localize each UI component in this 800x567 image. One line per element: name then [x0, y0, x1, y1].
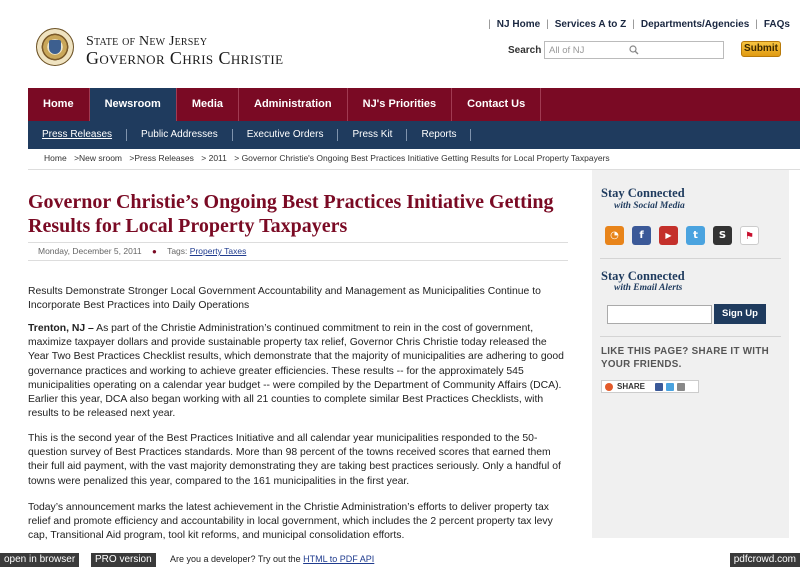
- subnav-reports[interactable]: Reports: [407, 129, 471, 141]
- nj-home-link[interactable]: NJ Home: [496, 19, 541, 30]
- facebook-share-icon[interactable]: [655, 383, 663, 391]
- divider: [600, 258, 781, 259]
- nav-newsroom[interactable]: Newsroom: [90, 88, 177, 121]
- share-label: SHARE: [617, 382, 646, 391]
- separator: |: [546, 19, 549, 30]
- social-icons: [605, 226, 767, 245]
- site-header: [0, 0, 800, 88]
- email-subheading: with Email Alerts: [614, 283, 683, 293]
- breadcrumb: [44, 153, 615, 163]
- article-date: Monday, December 5, 2011: [38, 246, 142, 256]
- flag-icon[interactable]: ⚑: [740, 226, 759, 245]
- pdfcrowd-brand[interactable]: pdfcrowd.com: [730, 553, 800, 567]
- faqs-link[interactable]: FAQs: [763, 19, 790, 30]
- open-in-browser-button[interactable]: open in browser: [0, 553, 79, 567]
- search-icon: [629, 45, 639, 55]
- breadcrumb-home[interactable]: Home: [44, 153, 67, 163]
- breadcrumb-current: > Governor Christie's Ongoing Best Practices Initiative Getting Results for Local Property Taxpayers: [234, 153, 610, 163]
- paragraph-1-body: As part of the Christie Administration’s continued commitment to rein in the cost of government, maximize taxpayer dollars and provide sustainable property tax relief, Governor Chris Christie today released the Year Two Best Practices Checklist results, which demonstrate that the majority of municipalities are adhering to good governance practices and working to achieve greater efficiencies. These results -- for the approximately 545 municipalities operating on a calendar year budget -- were compiled by the Department of Community Affairs (DCA). Earlier this year, DCA also began working with all 21 counties to complete similar Best Practices Checklists, with results to be released next year.: [28, 323, 564, 420]
- bullet-icon: ●: [152, 247, 157, 256]
- separator: |: [632, 19, 635, 30]
- seal-shield-icon: [49, 40, 61, 54]
- twitter-icon[interactable]: t: [686, 226, 705, 245]
- tag-property-taxes-link[interactable]: Property Taxes: [189, 246, 247, 256]
- rss-icon[interactable]: ◔: [605, 226, 624, 245]
- sub-navigation: [28, 121, 800, 149]
- article-subheading: Results Demonstrate Stronger Local Government Accountability and Management as Municipalities Continue to Incorporate Best Practices into Daily Operations: [28, 286, 541, 311]
- breadcrumb-year[interactable]: > 2011: [201, 153, 227, 163]
- separator: |: [488, 19, 491, 30]
- social-heading: Stay Connected: [601, 186, 685, 200]
- nav-media[interactable]: Media: [177, 88, 239, 121]
- subnav-public-addresses[interactable]: Public Addresses: [127, 129, 233, 141]
- pro-version-button[interactable]: PRO version: [91, 553, 156, 567]
- subnav-press-kit[interactable]: Press Kit: [338, 129, 407, 141]
- subnav-press-releases[interactable]: Press Releases: [28, 129, 127, 141]
- article-meta: [28, 242, 568, 261]
- governor-title[interactable]: Governor Chris Christie: [86, 48, 284, 68]
- developer-text: Are you a developer? Try out the: [170, 554, 301, 564]
- state-seal-logo[interactable]: [36, 28, 74, 66]
- departments-link[interactable]: Departments/Agencies: [640, 19, 750, 30]
- email-field[interactable]: [607, 305, 712, 324]
- email-heading: Stay Connected: [601, 269, 685, 283]
- main-navigation: [28, 88, 800, 121]
- article-paragraph-2: This is the second year of the Best Practices Initiative and all calendar year municipalities responded to the 50-question survey of Best Practices standards. More than 98 percent of the towns received scores that earned them their full aid payment, with the vast majority demonstrating they are taking best practices seriously. Only a handful of towns were penalized this year, compared to the 161 municipalities in the first year.: [28, 433, 561, 487]
- twitter-share-icon[interactable]: [666, 383, 674, 391]
- email-share-icon[interactable]: [677, 383, 685, 391]
- facebook-icon[interactable]: f: [632, 226, 651, 245]
- services-link[interactable]: Services A to Z: [554, 19, 627, 30]
- search-label: Search: [508, 45, 542, 56]
- breadcrumb-press-releases[interactable]: >Press Releases: [129, 153, 194, 163]
- sign-up-button[interactable]: Sign Up: [714, 304, 766, 324]
- tags-label: Tags:: [167, 246, 188, 256]
- social-subheading: with Social Media: [614, 201, 685, 211]
- separator: |: [755, 19, 758, 30]
- article-paragraph-1: [28, 322, 568, 421]
- nav-contact-us[interactable]: Contact Us: [452, 88, 541, 121]
- share-prompt: LIKE THIS PAGE? SHARE IT WITH YOUR FRIENDS.: [601, 346, 769, 370]
- dateline: Trenton, NJ –: [28, 323, 94, 334]
- youtube-icon[interactable]: ▶: [659, 226, 678, 245]
- sidebar: [592, 170, 789, 538]
- html-to-pdf-api-link[interactable]: HTML to PDF API: [303, 554, 375, 564]
- nav-nj-priorities[interactable]: NJ's Priorities: [348, 88, 453, 121]
- article-paragraph-3: Today’s announcement marks the latest achievement in the Christie Administration’s efforts to deliver property tax relief and promote efficiency and accountability in local government, which includes the 2 percent property tax levy cap, Transitional Aid program, tool kit reforms, and municipal consolidation efforts.: [28, 502, 553, 542]
- state-title[interactable]: State of New Jersey: [86, 34, 208, 49]
- breadcrumb-newsroom[interactable]: >New sroom: [74, 153, 123, 163]
- nav-administration[interactable]: Administration: [239, 88, 348, 121]
- page-title: Governor Christie’s Ongoing Best Practices Initiative Getting Results for Local Property Taxpayers: [28, 191, 554, 237]
- share-icon: [605, 383, 613, 391]
- utility-links: [488, 19, 790, 30]
- pdf-footer: [0, 553, 800, 567]
- scribd-icon[interactable]: S: [713, 226, 732, 245]
- nav-home[interactable]: Home: [28, 88, 90, 121]
- divider: [600, 336, 781, 337]
- search-submit-button[interactable]: Submit: [741, 41, 781, 57]
- developer-promo: [170, 554, 374, 564]
- subnav-executive-orders[interactable]: Executive Orders: [233, 129, 339, 141]
- share-button[interactable]: [601, 380, 699, 393]
